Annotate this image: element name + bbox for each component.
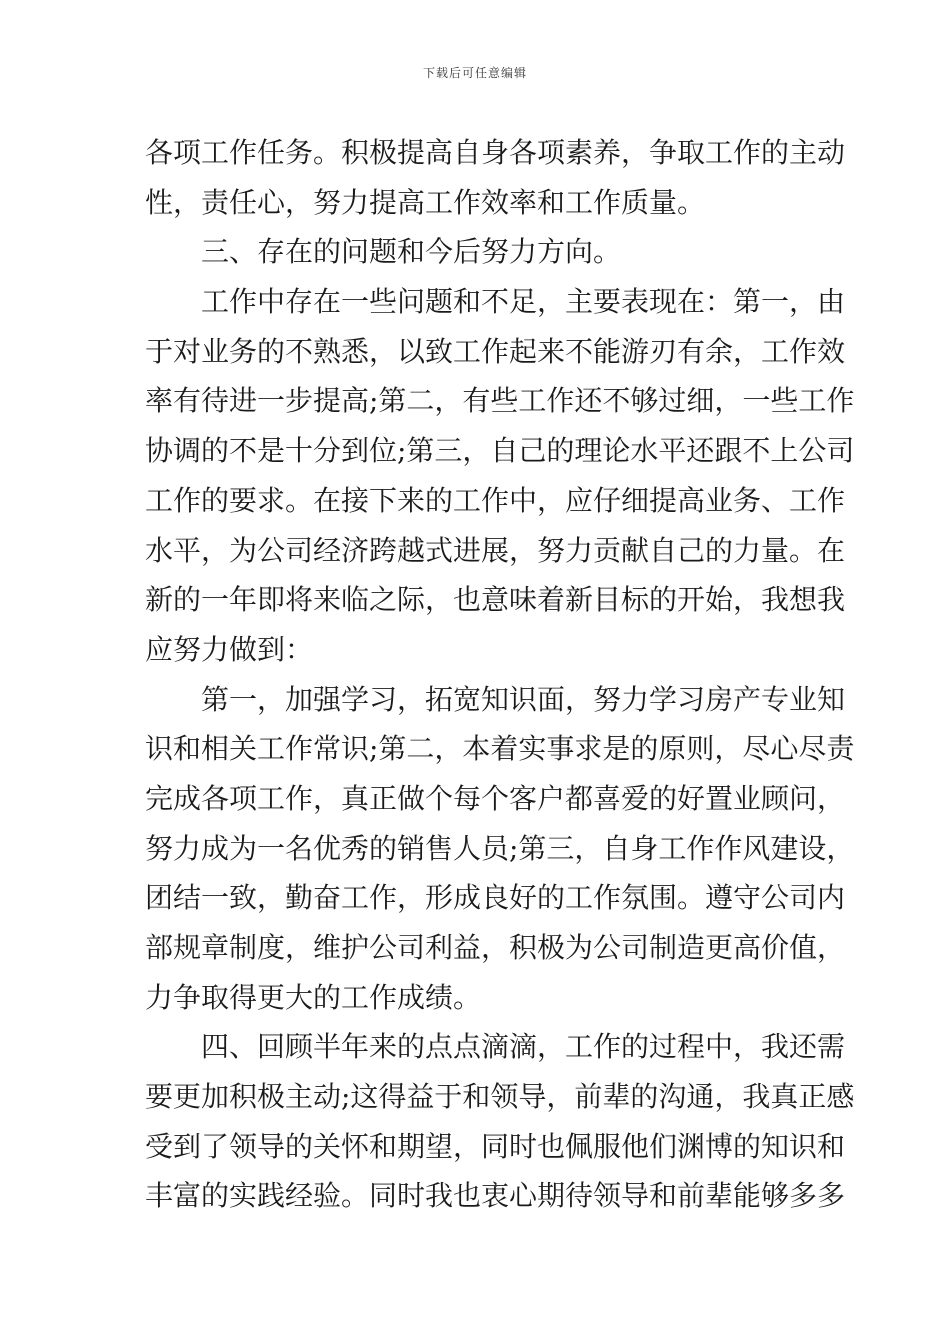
text-line: 率有待进一步提高;第二，有些工作还不够过细，一些工作 [145,384,855,418]
section-heading: 四、回顾半年来的点点滴滴，工作的过程中，我还需 [201,1030,846,1064]
text-line: 识和相关工作常识;第二，本着实事求是的原则，尽心尽责 [145,732,855,766]
text-line: 新的一年即将来临之际，也意味着新目标的开始，我想我 [145,583,846,617]
document-body [145,128,855,1221]
text-line: 水平，为公司经济跨越式进展，努力贡献自己的力量。在 [145,533,846,567]
text-line: 丰富的实践经验。同时我也衷心期待领导和前辈能够多多 [145,1179,846,1213]
text-line: 努力成为一名优秀的销售人员;第三，自身工作作风建设， [145,831,855,865]
text-line: 部规章制度，维护公司利益，积极为公司制造更高价值， [145,931,846,964]
text-line: 力争取得更大的工作成绩。 [145,980,482,1014]
page-header: 下载后可任意编辑 [422,66,527,80]
text-line: 第一，加强学习，拓宽知识面，努力学习房产专业知 [201,682,846,716]
text-line: 要更加积极主动;这得益于和领导，前辈的沟通，我真正感 [145,1080,855,1114]
text-line: 受到了领导的关怀和期望，同时也佩服他们渊博的知识和 [145,1129,846,1163]
text-line: 应努力做到： [145,632,314,666]
text-line: 协调的不是十分到位;第三，自己的理论水平还跟不上公司 [145,434,855,468]
text-line: 工作的要求。在接下来的工作中，应仔细提高业务、工作 [145,483,846,517]
text-line: 性，责任心，努力提高工作效率和工作质量。 [145,185,706,219]
text-line: 于对业务的不熟悉，以致工作起来不能游刃有余，工作效 [145,334,846,368]
section-heading: 三、存在的问题和今后努力方向。 [201,235,622,269]
text-line: 各项工作任务。积极提高自身各项素养，争取工作的主动 [145,136,846,169]
text-line: 完成各项工作，真正做个每个客户都喜爱的好置业顾问， [145,781,846,815]
text-line: 团结一致，勤奋工作，形成良好的工作氛围。遵守公司内 [145,881,846,915]
text-line: 工作中存在一些问题和不足，主要表现在：第一，由 [201,285,846,319]
